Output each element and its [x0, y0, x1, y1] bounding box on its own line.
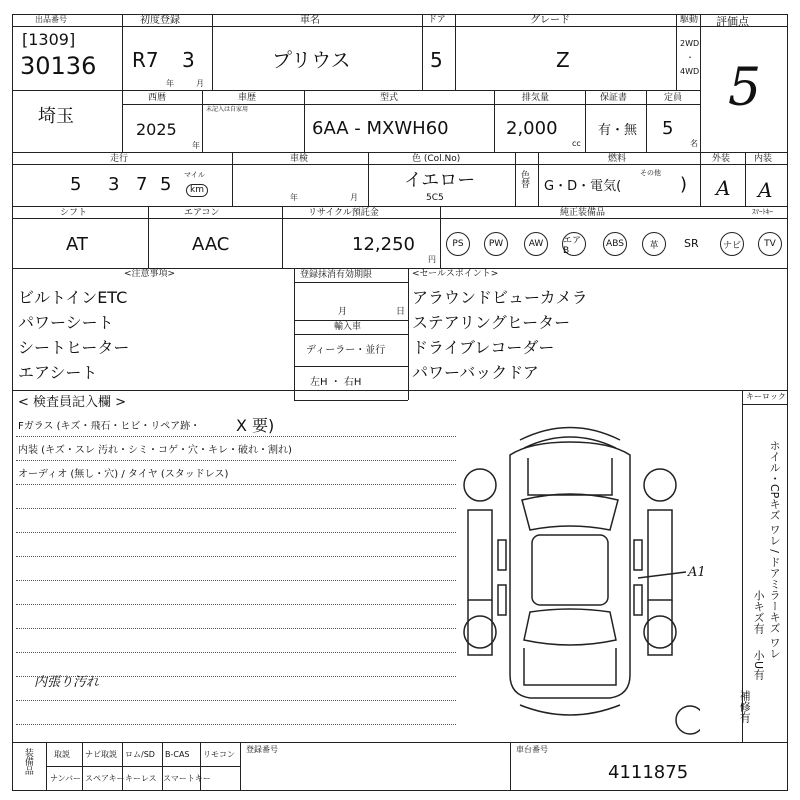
col-sep: [148, 206, 149, 268]
note-line: [16, 556, 456, 557]
side-note-1: ホイル・CPキズ ワレ / ドアミラーキズ ワレ: [768, 440, 782, 660]
lot-label: 出品番号: [35, 15, 67, 24]
col-sep: [304, 90, 305, 152]
displacement: 2,000: [506, 118, 558, 139]
displacement-label: 排気量: [522, 93, 550, 103]
color-code: 5C5: [426, 193, 444, 203]
equipment-airbag: エアB: [562, 232, 586, 256]
person-unit: 名: [690, 139, 698, 148]
ac-label: エアコン: [184, 208, 220, 218]
color-label: 色 (Col.No): [412, 154, 461, 164]
year-unit: 年: [166, 79, 174, 88]
damage-mark: A1: [688, 565, 706, 580]
caution-label: <注意事項>: [124, 269, 176, 279]
col-sep: [585, 90, 586, 152]
warranty: 有・無: [598, 123, 638, 138]
note-line: [16, 676, 456, 677]
reg-sep: [294, 400, 408, 401]
note-line: [16, 580, 456, 581]
side-note-4: 補修有: [738, 690, 752, 723]
western-year: 2025: [136, 120, 177, 139]
side-note-2: 小キズ有: [752, 590, 766, 634]
note-line: [16, 436, 456, 437]
frame-bottom: [12, 790, 788, 791]
first-reg-era: R7: [132, 48, 159, 72]
inspector-audio: オーディオ (無し・穴) / タイヤ (スタッドレス): [18, 469, 229, 480]
cc-unit: cc: [572, 139, 581, 148]
col-sep: [515, 152, 516, 206]
accessories-label: 装備品: [22, 748, 33, 775]
inspector-interior: 内装 (キズ・スレ 汚れ・シミ・コゲ・穴・キレ・破れ・割れ): [18, 445, 292, 456]
col-sep: [700, 14, 701, 152]
row-sep-1: [12, 90, 700, 91]
row-sep-3: [12, 206, 788, 207]
sales-item: パワーバックドア: [412, 363, 539, 382]
model-name: プリウス: [272, 48, 351, 72]
grade-value: Z: [556, 48, 570, 72]
col-sep: [494, 90, 495, 152]
recycle-label: リサイクル預託金: [308, 208, 379, 218]
import-label: 輸入車: [334, 322, 362, 332]
interior-label: 内装: [754, 154, 773, 164]
yen-unit: 円: [428, 255, 436, 264]
mileage-digit: 5: [160, 174, 172, 195]
row3-label-row: [12, 164, 788, 165]
col-sep: [232, 152, 233, 206]
prefecture: 埼玉: [38, 106, 74, 127]
frame-top: [12, 14, 788, 15]
note-line: [16, 508, 456, 509]
first-reg-label: 初度登録: [140, 15, 180, 26]
lot-number: 30136: [20, 52, 97, 80]
handwritten-note: 内張り汚れ: [34, 675, 100, 690]
accessory-item: スペアキー: [85, 774, 125, 783]
sales-item: ステアリングヒーター: [412, 313, 571, 332]
fuel-close: ): [680, 174, 688, 195]
note-line: [16, 460, 456, 461]
note-line: [16, 532, 456, 533]
col-sep: [510, 742, 511, 790]
reg-number-label: 登録番号: [246, 745, 278, 754]
inspection-label: 車検: [290, 154, 309, 164]
note-line: [16, 484, 456, 485]
reg-sep: [294, 366, 408, 367]
inspector-glass-mark: X 要): [236, 416, 275, 435]
caution-item: パワーシート: [18, 313, 114, 332]
equipment-ps: PS: [446, 232, 470, 256]
col-sep: [122, 14, 123, 152]
inspector-glass: Fガラス (キズ・飛石・ヒビ・リペア跡・: [18, 421, 201, 432]
drive-dot: ・: [686, 53, 694, 62]
drive-4wd: 4WD: [680, 67, 700, 76]
row2-label-row: [122, 104, 700, 105]
note-line: [16, 700, 456, 701]
mileage-unit-circled: km: [186, 184, 208, 197]
history-sub: 未記入は自家用: [206, 106, 249, 113]
kit-label: ｽﾏｰﾄｷｰ: [752, 208, 773, 216]
sales-label: <セールスポイント>: [412, 269, 499, 279]
reg-sep: [294, 320, 408, 321]
reg-month: 月: [338, 307, 348, 317]
exterior-label: 外装: [712, 154, 731, 164]
footer-sep: [46, 766, 240, 767]
inspection-year-unit: 年: [290, 193, 298, 202]
col-sep: [240, 742, 241, 790]
col-sep: [538, 152, 539, 206]
col-sep: [202, 90, 203, 152]
col-sep: [646, 90, 647, 152]
mileage-digit: 3: [108, 174, 120, 195]
equipment-leather: 革: [642, 232, 666, 256]
col-sep: [745, 152, 746, 206]
chassis-number: 4111875: [608, 762, 689, 783]
accessory-item: ロム/SD: [125, 750, 155, 759]
fuel-other: その他: [640, 169, 661, 177]
col-sep: [368, 152, 369, 206]
accessory-item: ナンバー: [50, 774, 82, 783]
col-sep: [408, 268, 409, 400]
caution-item: ビルトインETC: [18, 288, 128, 307]
equipment-sr: SR: [684, 237, 699, 250]
grade-label: グレード: [530, 15, 570, 26]
col-sep: [440, 206, 441, 268]
accessory-item: リモコン: [203, 750, 235, 759]
col-sep: [700, 152, 701, 206]
note-line: [16, 604, 456, 605]
doors-value: 5: [430, 48, 443, 72]
recycle-value: 12,250: [352, 234, 415, 255]
row4-label-row: [12, 218, 788, 219]
frame-left: [12, 14, 13, 790]
drive-label: 駆動: [680, 15, 699, 25]
capacity: 5: [662, 118, 674, 139]
exterior-value: A: [716, 176, 731, 200]
header-label-row: [12, 26, 788, 27]
model-name-label: 車名: [300, 15, 320, 26]
shift-label: シフト: [60, 208, 88, 218]
accessory-item: キーレス: [125, 774, 157, 783]
dealer-option: ディーラー・並行: [306, 345, 386, 356]
row-sep-6: [12, 742, 788, 743]
capacity-label: 定員: [664, 93, 683, 103]
caution-item: エアシート: [18, 363, 98, 382]
accessory-item: スマートキー: [163, 774, 211, 783]
equipment-tv: TV: [758, 232, 782, 256]
reg-day: 日: [396, 307, 406, 317]
reg-sep: [294, 334, 408, 335]
frame-right: [787, 14, 788, 790]
warranty-label: 保証書: [600, 93, 628, 103]
caution-item: シートヒーター: [18, 338, 130, 357]
drive-2wd: 2WD: [680, 39, 700, 48]
interior-value: A: [758, 178, 773, 202]
keylock-label: キーロック: [746, 392, 786, 401]
reg-label: 登録抹消有効期限: [300, 270, 373, 280]
equipment-navi: ナビ: [720, 232, 744, 256]
accessory-item: ナビ取説: [85, 750, 117, 759]
note-line: [16, 724, 456, 725]
col-sep: [282, 206, 283, 268]
row-sep-5: [12, 390, 788, 391]
western-year-label: 西暦: [148, 93, 167, 103]
equipment-abs: ABS: [603, 232, 627, 256]
row-sep-2: [12, 152, 788, 153]
equipment-aw: AW: [524, 232, 548, 256]
fuel-label: 燃料: [608, 154, 627, 164]
steering-option: 左H ・ 右H: [310, 377, 362, 388]
mileage-mile-label: マイル: [184, 171, 205, 179]
inspection-month-unit: 月: [350, 193, 358, 202]
year-unit-2: 年: [192, 141, 200, 150]
mileage-label: 走行: [110, 154, 129, 164]
equipment-pw: PW: [484, 232, 508, 256]
note-line: [16, 628, 456, 629]
shift-value: AT: [66, 234, 88, 255]
equipment-label: 純正装備品: [560, 208, 606, 218]
doors-label: ドア: [428, 15, 446, 25]
color-change: 色替: [519, 170, 529, 188]
reg-label-row: [294, 282, 408, 283]
type-label: 型式: [380, 93, 399, 103]
mileage-digit: 5: [70, 174, 82, 195]
lot-code: [1309]: [22, 30, 76, 49]
type-value: 6AA - MXWH60: [312, 118, 449, 139]
color-value: イエロー: [404, 170, 476, 191]
inspector-title: < 検査員記入欄 >: [18, 395, 127, 410]
side-note-3: 小U有: [752, 650, 766, 681]
note-line: [16, 652, 456, 653]
col-sep: [82, 742, 83, 790]
sales-item: アラウンドビューカメラ: [412, 288, 588, 307]
accessory-item: 取説: [54, 750, 70, 759]
mileage-digit: 7: [136, 174, 148, 195]
score-label: 評価点: [716, 15, 749, 28]
sales-item: ドライブレコーダー: [412, 338, 555, 357]
chassis-label: 車台番号: [516, 745, 548, 754]
car-diagram: [440, 400, 700, 740]
score-value: 5: [728, 58, 762, 118]
ac-value: AAC: [192, 234, 230, 255]
month-unit: 月: [196, 79, 204, 88]
first-reg-month: 3: [182, 48, 195, 72]
fuel-value: G・D・電気(: [544, 179, 622, 194]
history-label: 車歴: [238, 93, 257, 103]
accessory-item: B-CAS: [165, 750, 190, 759]
keylock-row: [742, 404, 788, 405]
